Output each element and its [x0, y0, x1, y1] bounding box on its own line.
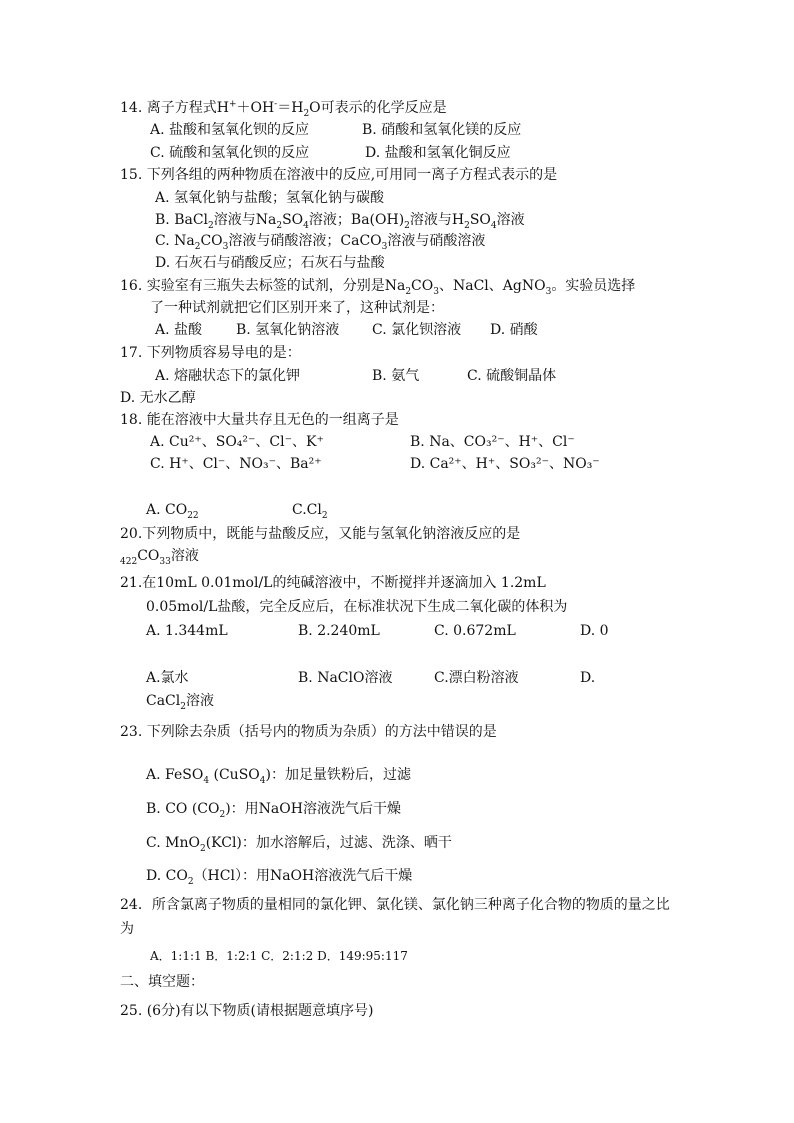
q23-option-b: B. CO $(CO_2)$：用NaOH溶液洗气后干燥 — [146, 801, 401, 820]
q17-stem: 17. 下列物质容易导电的是： — [120, 345, 301, 361]
q18-option-a: A. Cu²⁺、SO₄²⁻、Cl⁻、K⁺ — [150, 434, 324, 450]
q18-option-b: B. Na、CO₃²⁻、H⁺、Cl⁻ — [410, 434, 575, 450]
q21-option-d: D. 0 — [580, 623, 609, 639]
q18-option-d: D. Ca²⁺、H⁺、SO₃²⁻、NO₃⁻ — [410, 456, 600, 472]
q17-option-c: C. 硫酸铜晶体 — [467, 368, 557, 384]
q19-option-a: A. $CO_{22}$ — [146, 502, 199, 521]
q14-option-b: B. 硝酸和氢氧化镁的反应 — [362, 122, 522, 138]
q14-option-d: D. 盐酸和氢氧化铜反应 — [365, 145, 511, 161]
q18-stem: 18. 能在溶液中大量共存且无色的一组离子是 — [120, 412, 399, 428]
q14-option-c: C. 硫酸和氢氧化钡的反应 — [150, 145, 310, 161]
q24-stem-line1: 24．所含氯离子物质的量相同的氯化钾、氯化镁、氯化钠三种离子化合物的物质的量之比 — [120, 897, 670, 913]
q17-option-b: B. 氨气 — [372, 368, 420, 384]
q17-option-d: D. 无水乙醇 — [120, 390, 196, 406]
q22-option-c: C.漂白粉溶液 — [434, 670, 519, 686]
q24-options: A．1:1:1 B．1:2:1 C．2:1:2 D．149:95:117 — [150, 949, 408, 963]
q25-stem: 25. (6分)有以下物质(请根据题意填序号) — [120, 1003, 374, 1019]
q22-option-b: B. NaClO溶液 — [298, 670, 393, 686]
q21-stem-line2: 0.05mol/L盐酸，完全反应后，在标准状况下生成二氧化碳的体积为 — [146, 599, 568, 615]
q22-option-d-value: CaCl$_2$溶液 — [146, 693, 214, 712]
q23-stem: 23. 下列除去杂质（括号内的物质为杂质）的方法中错误的是 — [120, 724, 497, 740]
q23-option-d: D. $CO_2(HCl)$：用NaOH溶液洗气后干燥 — [146, 868, 413, 887]
q19-option-c: $C.Cl_2$ — [292, 502, 328, 521]
q15-option-a: A. 氢氧化钠与盐酸；氢氧化钠与碳酸 — [155, 190, 385, 206]
q16-stem-line1: 16. 实验室有三瓶失去标签的试剂，分别是$Na_2CO_3$、NaCl、AgNO$_3$。实验员选择 — [120, 278, 636, 297]
q15-stem: 15. 下列各组的两种物质在溶液中的反应,可用同一离子方程式表示的是 — [120, 167, 558, 183]
q15-option-d: D. 石灰石与硝酸反应；石灰石与盐酸 — [155, 255, 385, 271]
q21-option-c: C. 0.672mL — [434, 623, 516, 639]
q21-option-a: A. 1.344mL — [146, 623, 228, 639]
q16-option-d: D. 硝酸 — [490, 322, 538, 338]
q22-option-a: A.氯水 — [146, 670, 189, 686]
q15-option-c: C. $Na_2CO_3$溶液与硝酸溶液；CaCO$_3$溶液与硝酸溶液 — [155, 233, 486, 252]
q14-stem: 14. 离子方程式$H^++OH^-=H_2O$可表示的化学反应是 — [120, 99, 447, 119]
q14-option-a: A. 盐酸和氢氧化钡的反应 — [150, 122, 310, 138]
q16-stem-line2: 了一种试剂就把它们区别开来了，这种试剂是： — [150, 300, 444, 316]
q18-option-c: C. H⁺、Cl⁻、NO₃⁻、Ba²⁺ — [150, 456, 322, 472]
q15-option-b: B. BaCl$_2$溶液与$Na_2SO_4$溶液；$Ba(OH)_2$溶液与$H_2SO_4$溶液 — [155, 212, 525, 231]
q21-stem-line1: 21.在10mL 0.01mol/L的纯碱溶液中，不断搅拌并逐滴加入 1.2mL — [120, 575, 546, 591]
q17-option-a: A. 熔融状态下的氯化钾 — [155, 368, 301, 384]
q23-option-a: A. FeSO$_4$ (CuSO$_4$)：加足量铁粉后，过滤 — [146, 767, 411, 786]
q16-option-a: A. 盐酸 — [155, 322, 203, 338]
q20-stem: 20.下列物质中，既能与盐酸反应，又能与氢氧化钠溶液反应的是 — [120, 526, 521, 542]
q21-option-b: B. 2.240mL — [298, 623, 380, 639]
q20-fragment: $_{422}CO_{33}$溶液 — [120, 548, 199, 567]
q22-option-d: D. — [580, 670, 596, 686]
q24-stem-line2: 为 — [120, 921, 134, 937]
q16-option-b: B. 氢氧化钠溶液 — [236, 322, 340, 338]
q23-option-c: C. MnO$_2$(KCl)：加水溶解后，过滤、洗涤、晒干 — [146, 835, 452, 854]
q16-option-c: C. 氯化钡溶液 — [372, 322, 462, 338]
section-title: 二、填空题： — [120, 974, 204, 990]
